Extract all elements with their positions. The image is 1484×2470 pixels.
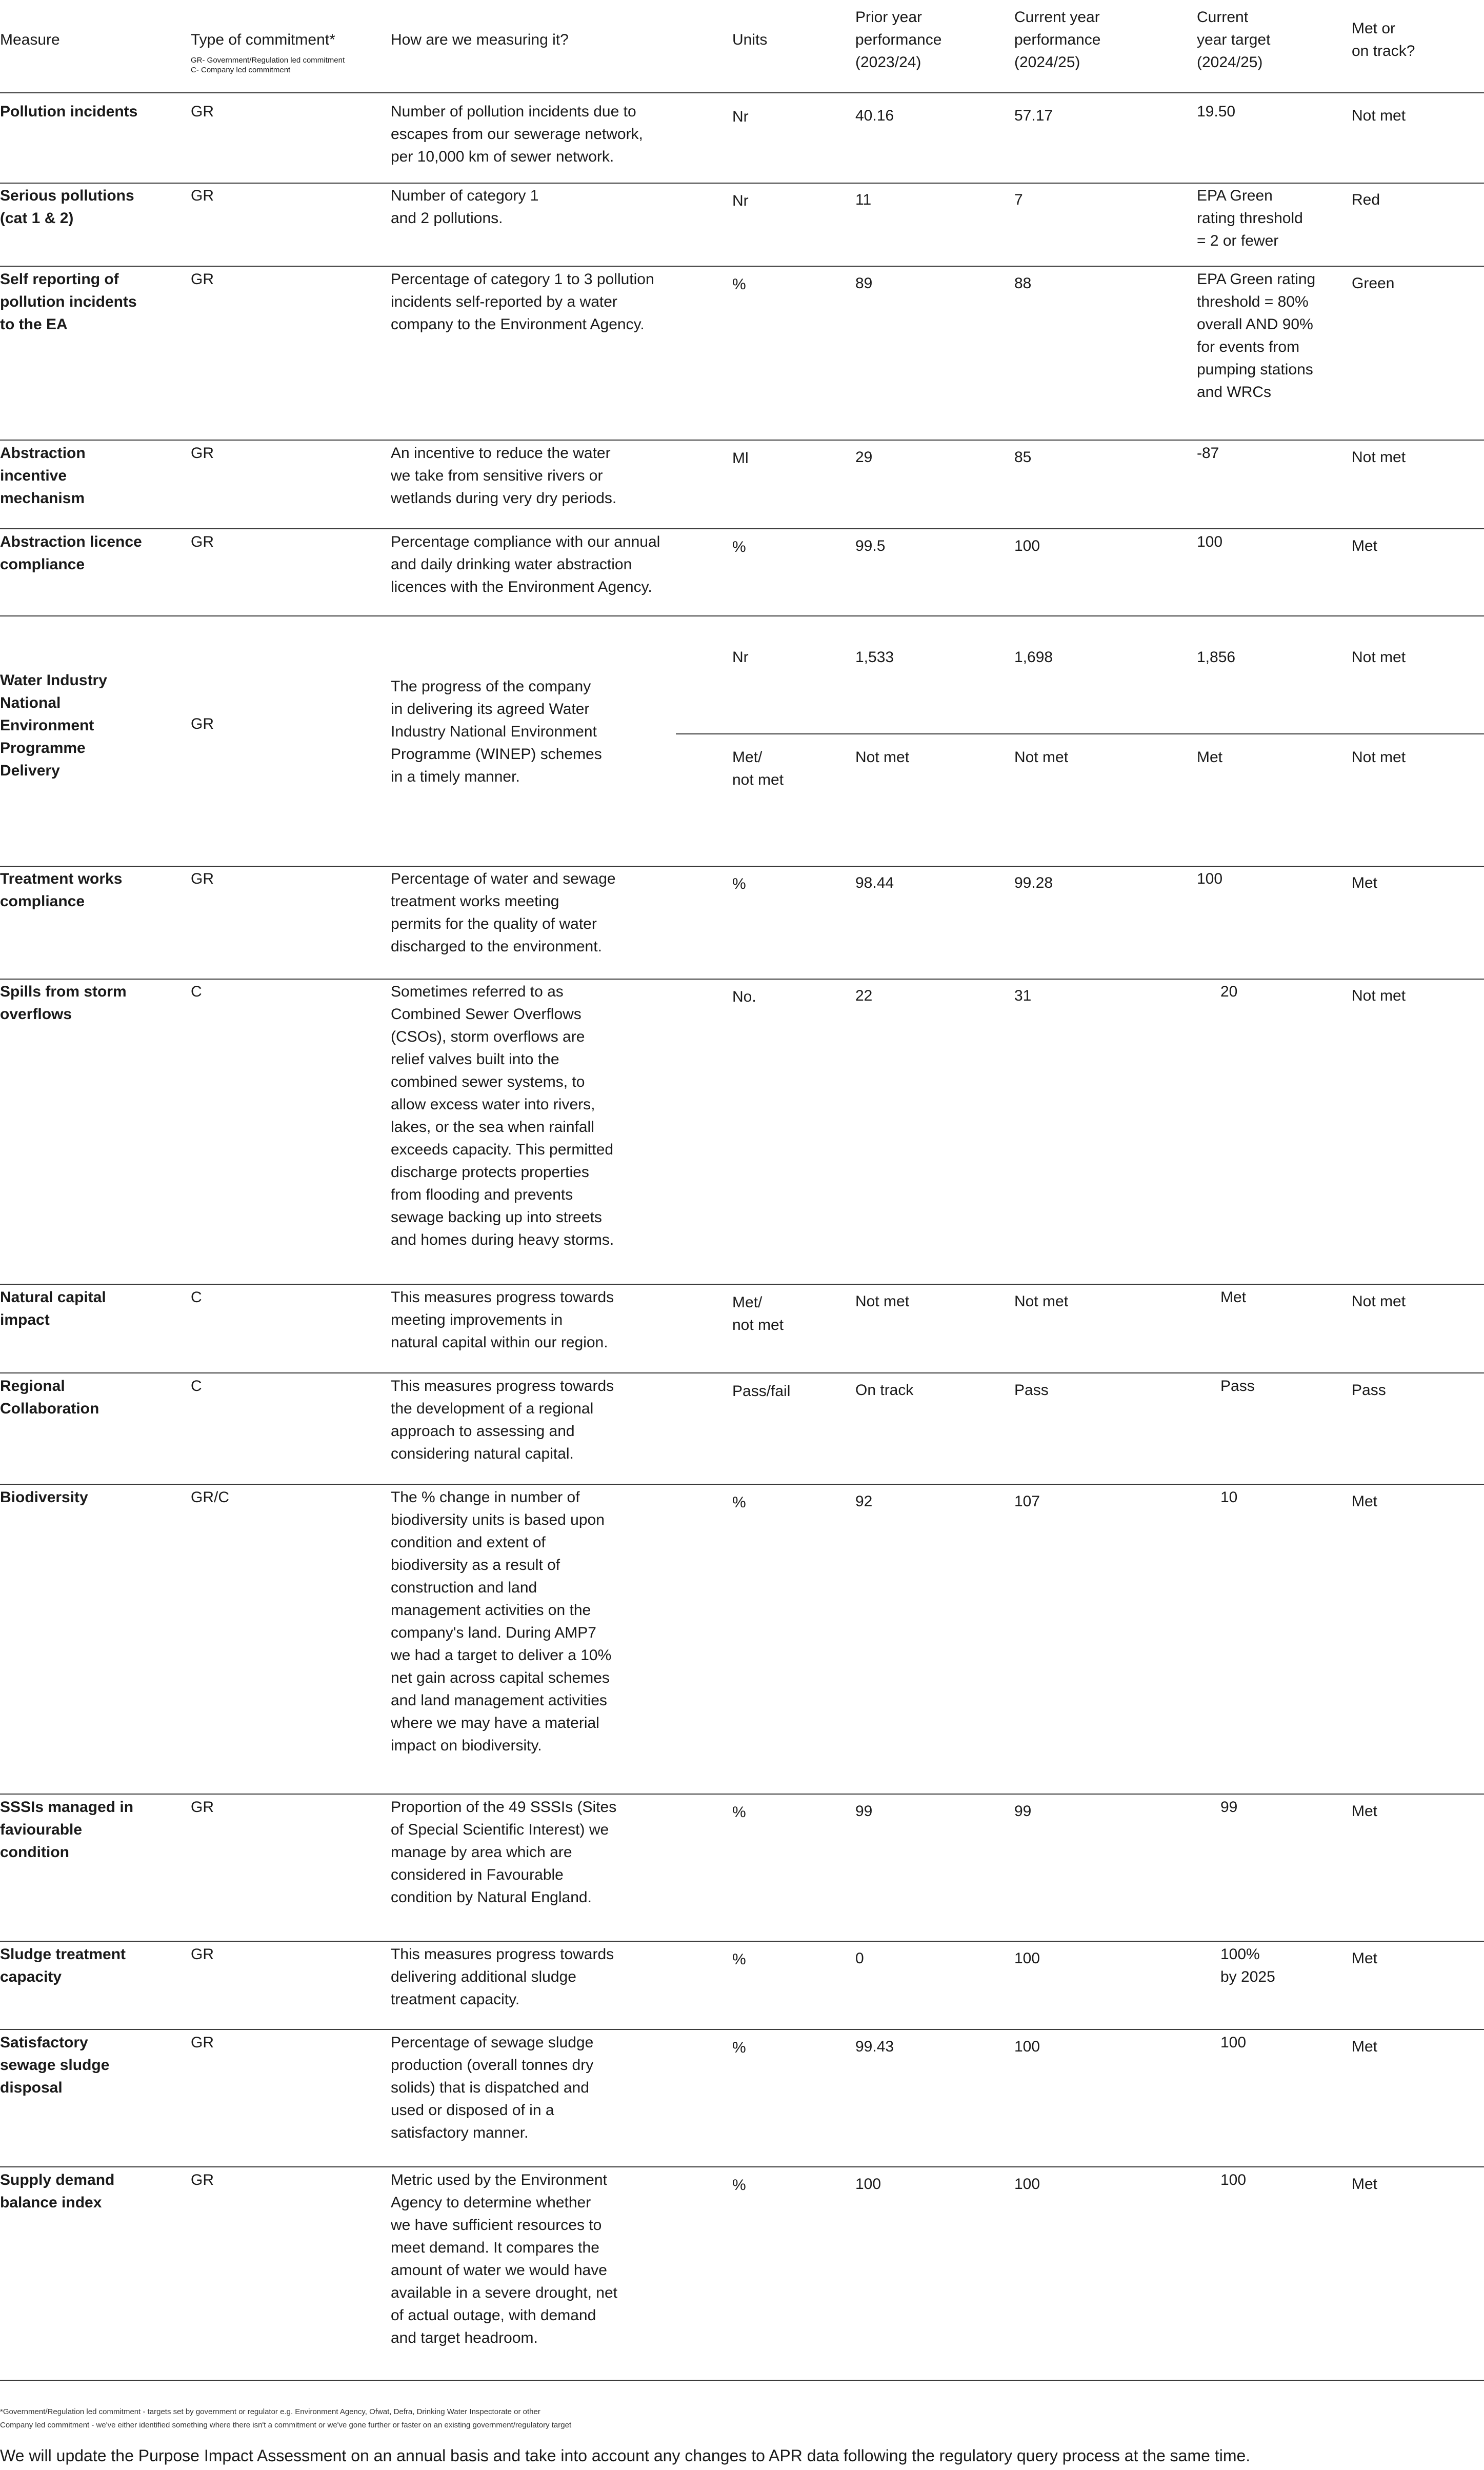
met-status: Not met [1352, 987, 1406, 1004]
met-status: Met [1352, 1493, 1378, 1510]
row-divider [0, 2029, 1484, 2030]
target-value: -87 [1197, 445, 1219, 462]
row-divider [0, 979, 1484, 980]
current-year-value: 7 [1014, 191, 1023, 208]
measure-description: This measures progress towards meeting improvements in natural capital within our region. [391, 1289, 614, 1351]
prior-year-value: 22 [855, 987, 873, 1004]
commitment-type: GR/C [191, 1489, 229, 1506]
measure-name: Natural capital impact [0, 1289, 106, 1328]
met-status: Met [1352, 1803, 1378, 1820]
measure-name: Spills from storm overflows [0, 983, 127, 1023]
current-year-value: 107 [1014, 1493, 1040, 1510]
row-divider [0, 1794, 1484, 1795]
commitment-type: GR [191, 2172, 214, 2188]
target-value: Met [1197, 749, 1223, 766]
row-divider [0, 2380, 1484, 2381]
measure-description: The progress of the company in delivering its agreed Water Industry National Environment Programme (WINEP) schemes in a timely manner. [391, 678, 602, 785]
header-type-of-commitment: Type of commitment* [191, 31, 335, 48]
target-value: 100 [1197, 533, 1223, 550]
units-value: % [732, 539, 746, 555]
measure-name: Abstraction incentive mechanism [0, 445, 86, 507]
met-status: Not met [1352, 749, 1406, 766]
current-year-value: 57.17 [1014, 107, 1053, 124]
prior-year-value: On track [855, 1382, 914, 1399]
units-value: Nr [732, 649, 749, 666]
met-status: Not met [1352, 449, 1406, 466]
row-divider [0, 528, 1484, 529]
measure-name: Water Industry National Environment Programme Delivery [0, 672, 107, 779]
units-value: Ml [732, 450, 749, 467]
commitment-type: GR [191, 187, 214, 204]
target-value: Met [1220, 1289, 1247, 1306]
target-value: 100% by 2025 [1220, 1946, 1275, 1985]
measure-name: Supply demand balance index [0, 2172, 115, 2211]
current-year-value: 31 [1014, 987, 1032, 1004]
measure-description: Sometimes referred to as Combined Sewer Overflows (CSOs), storm overflows are relief valves built into the combined sewer systems, to allow excess water into rivers, lakes, or the sea when rainfall exceeds capacity. This permitted discharge protects properties from flooding and prevents sewage backing up into streets and homes during heavy storms. [391, 983, 614, 1248]
units-value: % [732, 2177, 746, 2194]
current-year-value: 99.28 [1014, 874, 1053, 891]
current-year-value: 100 [1014, 2038, 1040, 2055]
row-divider [0, 866, 1484, 867]
current-year-value: Pass [1014, 1382, 1049, 1399]
measure-name: Treatment works compliance [0, 870, 123, 910]
met-status: Met [1352, 2038, 1378, 2055]
met-status: Not met [1352, 649, 1406, 666]
target-value: 19.50 [1197, 103, 1236, 120]
target-value: EPA Green rating threshold = 2 or fewer [1197, 187, 1303, 249]
met-status: Pass [1352, 1382, 1386, 1399]
prior-year-value: 40.16 [855, 107, 894, 124]
measure-description: Percentage compliance with our annual and daily drinking water abstraction licences with the Environment Agency. [391, 533, 660, 595]
units-value: % [732, 2039, 746, 2056]
commitment-type: GR [191, 1946, 214, 1963]
row-divider [0, 1484, 1484, 1485]
target-value: 20 [1220, 983, 1238, 1000]
header-met-or-on-track: Met or on track? [1352, 20, 1415, 59]
measure-description: Number of category 1 and 2 pollutions. [391, 187, 539, 227]
current-year-value: 100 [1014, 2176, 1040, 2193]
commitment-type: GR [191, 715, 214, 732]
measure-description: An incentive to reduce the water we take from sensitive rivers or wetlands during very dry periods. [391, 445, 617, 507]
prior-year-value: 99 [855, 1803, 873, 1820]
commitment-type: GR [191, 533, 214, 550]
current-year-value: 1,698 [1014, 649, 1053, 666]
commitment-type: GR [191, 2034, 214, 2051]
measure-name: Satisfactory sewage sludge disposal [0, 2034, 110, 2096]
prior-year-value: 92 [855, 1493, 873, 1510]
measure-name: Pollution incidents [0, 103, 138, 120]
met-status: Not met [1352, 1293, 1406, 1310]
commitment-type: GR [191, 103, 214, 120]
current-year-value: 88 [1014, 275, 1032, 292]
met-status: Met [1352, 537, 1378, 554]
row-divider [0, 615, 1484, 616]
prior-year-value: 89 [855, 275, 873, 292]
commitment-type: GR [191, 870, 214, 887]
units-value: % [732, 1951, 746, 1968]
header-how-measured: How are we measuring it? [391, 31, 569, 48]
header-prior-year: Prior year performance (2023/24) [855, 9, 942, 71]
units-value: Pass/fail [732, 1383, 791, 1400]
measure-description: This measures progress towards the development of a regional approach to assessing and considering natural capital. [391, 1378, 614, 1462]
header-divider [0, 92, 1484, 93]
footnote: *Government/Regulation led commitment - targets set by government or regulator e.g. Environment Agency, Ofwat, Defra, Drinking Water Inspectorate or other Company led commitment - we've either identified something where there isn't a commitment or we've gone further or faster on an existing government/regulatory target [0, 2407, 572, 2429]
measure-description: Percentage of sewage sludge production (overall tonnes dry solids) that is dispatched and used or disposed of in a satisfactory manner. [391, 2034, 594, 2141]
target-value: 10 [1220, 1489, 1238, 1506]
units-value: % [732, 276, 746, 293]
measure-description: The % change in number of biodiversity units is based upon condition and extent of biodiversity as a result of construction and land management activities on the company's land. During AMP7 we had a target to deliver a 10% net gain across capital schemes and land management activities where we may have a material impact on biodiversity. [391, 1489, 612, 1754]
header-current-year: Current year performance (2024/25) [1014, 9, 1101, 71]
row-divider [0, 2166, 1484, 2167]
units-value: % [732, 1804, 746, 1821]
prior-year-value: 99.43 [855, 2038, 894, 2055]
units-value: Nr [732, 192, 749, 209]
sub-row-divider [676, 733, 1484, 734]
row-divider [0, 183, 1484, 184]
measure-description: Proportion of the 49 SSSIs (Sites of Special Scientific Interest) we manage by area which are considered in Favourable condition by Natural England. [391, 1799, 617, 1906]
met-status: Met [1352, 2176, 1378, 2193]
units-value: % [732, 1494, 746, 1511]
units-value: Met/ not met [732, 1294, 784, 1333]
target-value: EPA Green rating threshold = 80% overall AND 90% for events from pumping stations and WRCs [1197, 271, 1316, 401]
measure-name: SSSIs managed in faviourable condition [0, 1799, 134, 1861]
measure-name: Sludge treatment capacity [0, 1946, 126, 1985]
met-status: Not met [1352, 107, 1406, 124]
prior-year-value: 11 [855, 191, 872, 208]
measure-description: Metric used by the Environment Agency to determine whether we have sufficient resources to meet demand. It compares the amount of water we would have available in a severe drought, net of actual outage, with demand and target headroom. [391, 2172, 617, 2346]
current-year-value: 99 [1014, 1803, 1032, 1820]
measure-name: Self reporting of pollution incidents to the EA [0, 271, 137, 333]
units-value: Met/ not met [732, 749, 784, 788]
measure-description: Percentage of category 1 to 3 pollution incidents self-reported by a water company to the Environment Agency. [391, 271, 654, 333]
prior-year-value: 100 [855, 2176, 881, 2193]
units-value: Nr [732, 108, 749, 125]
row-divider [0, 1372, 1484, 1373]
current-year-value: 85 [1014, 449, 1032, 466]
measure-name: Biodiversity [0, 1489, 88, 1506]
current-year-value: Not met [1014, 749, 1069, 766]
current-year-value: Not met [1014, 1293, 1069, 1310]
row-divider [0, 1284, 1484, 1285]
met-status: Met [1352, 1950, 1378, 1967]
row-divider [0, 266, 1484, 267]
met-status: Met [1352, 874, 1378, 891]
header-units: Units [732, 31, 768, 48]
commitment-type: GR [191, 445, 214, 462]
met-status: Red [1352, 191, 1380, 208]
measure-name: Regional Collaboration [0, 1378, 99, 1417]
target-value: 100 [1220, 2172, 1247, 2188]
commitment-type: C [191, 983, 202, 1000]
target-value: 1,856 [1197, 649, 1236, 666]
header-current-target: Current year target (2024/25) [1197, 9, 1271, 71]
prior-year-value: Not met [855, 749, 910, 766]
prior-year-value: 0 [855, 1950, 864, 1967]
prior-year-value: 29 [855, 449, 873, 466]
measure-description: This measures progress towards delivering additional sludge treatment capacity. [391, 1946, 614, 2008]
measure-name: Abstraction licence compliance [0, 533, 142, 573]
target-value: 100 [1220, 2034, 1247, 2051]
prior-year-value: 98.44 [855, 874, 894, 891]
target-value: 99 [1220, 1799, 1238, 1816]
prior-year-value: 1,533 [855, 649, 894, 666]
current-year-value: 100 [1014, 1950, 1040, 1967]
units-value: % [732, 875, 746, 892]
row-divider [0, 1941, 1484, 1942]
measure-description: Number of pollution incidents due to escapes from our sewerage network, per 10,000 km of sewer network. [391, 103, 643, 165]
target-value: Pass [1220, 1378, 1255, 1395]
row-divider [0, 440, 1484, 441]
units-value: No. [732, 988, 756, 1005]
closing-statement: We will update the Purpose Impact Assessment on an annual basis and take into account any changes to APR data following the regulatory query process at the same time. [0, 2446, 1251, 2465]
met-status: Green [1352, 275, 1395, 292]
commitment-type: C [191, 1289, 202, 1306]
prior-year-value: Not met [855, 1293, 910, 1310]
header-measure: Measure [0, 31, 60, 48]
commitment-type: C [191, 1378, 202, 1395]
prior-year-value: 99.5 [855, 537, 886, 554]
measure-name: Serious pollutions (cat 1 & 2) [0, 187, 134, 227]
commitment-type: GR [191, 1799, 214, 1816]
commitment-type: GR [191, 271, 214, 288]
header-type-note: GR- Government/Regulation led commitment C- Company led commitment [191, 56, 345, 74]
target-value: 100 [1197, 870, 1223, 887]
measure-description: Percentage of water and sewage treatment works meeting permits for the quality of water discharged to the environment. [391, 870, 616, 955]
current-year-value: 100 [1014, 537, 1040, 554]
